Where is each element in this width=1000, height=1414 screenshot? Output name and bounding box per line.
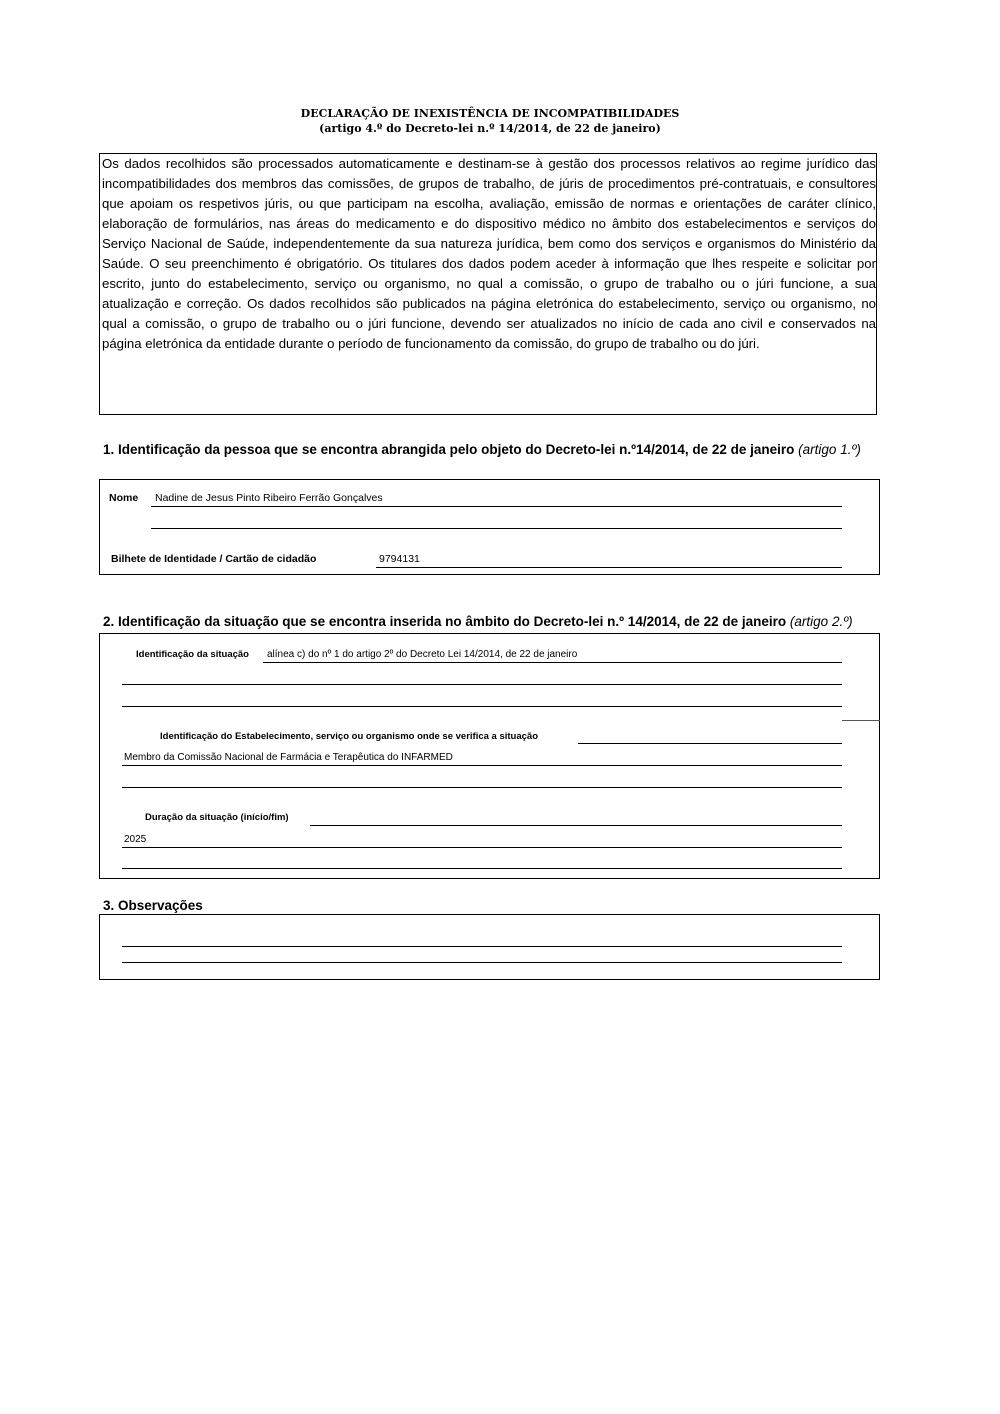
id-card-field[interactable]: 9794131 xyxy=(379,553,420,565)
situation-label: Identificação da situação xyxy=(136,649,249,660)
situation-field[interactable]: alínea c) do nº 1 do artigo 2º do Decreto Lei 14/2014, de 22 de janeiro xyxy=(267,649,578,660)
situation-underline xyxy=(263,662,842,663)
section-1-article-ref: (artigo 1.º) xyxy=(798,442,861,457)
establishment-label: Identificação do Estabelecimento, serviço ou organismo onde se verifica a situação xyxy=(160,731,539,742)
establishment-underline-2 xyxy=(122,787,842,788)
id-card-label: Bilhete de Identidade / Cartão de cidadão xyxy=(111,553,317,565)
duration-label: Duração da situação (início/fim) xyxy=(145,812,289,823)
name-label: Nome xyxy=(109,492,139,504)
observations-underline-2 xyxy=(122,962,842,963)
intro-text: Os dados recolhidos são processados automaticamente e destinam-se à gestão dos processos relativos ao regime jurídico das incompatibilidades dos membros das comissões, de grupos de trabalho, de júris de procedimentos pré-contratuais, e consultores que apoiam os respetivos júris, ou que participam na escolha, avaliação, emissão de normas e orientações de caráter clínico, elaboração de formulários, nas áreas do medicamento e do dispositivo médico no âmbito dos estabelecimentos e serviços do Serviço Nacional de Saúde, independentemente da sua natureza jurídica, bem como dos serviços e organismos do Ministério da Saúde. O seu preenchimento é obrigatório. Os titulares dos dados podem aceder à informação que lhes respeite e solicitar por escrito, junto do estabelecimento, serviço ou organismo, no qual a comissão, o grupo de trabalho ou o júri funcione, a sua atualização e correção. Os dados recolhidos são publicados na página eletrónica do estabelecimento, serviço ou organismo, no qual a comissão, o grupo de trabalho ou o júri funcione, devendo ser atualizados no início de cada ano civil e conservados na página eletrónica da entidade durante o período de funcionamento da comissão, do grupo de trabalho ou do júri. xyxy=(102,156,876,351)
section-2-heading-text: 2. Identificação da situação que se encontra inserida no âmbito do Decreto-lei n.º 14/2014, de 22 de janeiro xyxy=(103,614,787,629)
section-2-side-tick xyxy=(842,720,880,721)
id-card-underline xyxy=(376,567,842,568)
name-underline xyxy=(151,506,842,507)
duration-underline-2 xyxy=(122,868,842,869)
document-subtitle: (artigo 4.º do Decreto-lei n.º 14/2014, de 22 de janeiro) xyxy=(319,122,661,135)
section-2-heading xyxy=(103,612,863,631)
section-3-box xyxy=(99,914,880,980)
establishment-label-underline xyxy=(578,743,842,744)
section-1-heading-text: 1. Identificação da pessoa que se encontra abrangida pelo objeto do Decreto-lei n.º14/2014, de 22 de janeiro xyxy=(103,442,795,457)
observations-underline xyxy=(122,946,842,947)
name-field[interactable]: Nadine de Jesus Pinto Ribeiro Ferrão Gonçalves xyxy=(155,492,383,504)
establishment-field[interactable]: Membro da Comissão Nacional de Farmácia e Terapêutica do INFARMED xyxy=(124,752,453,763)
name-underline-2 xyxy=(151,528,842,529)
duration-label-underline xyxy=(310,825,842,826)
section-3-heading: 3. Observações xyxy=(103,898,203,913)
situation-underline-2 xyxy=(122,684,842,685)
duration-underline xyxy=(122,847,842,848)
section-1-heading xyxy=(103,440,863,459)
establishment-underline xyxy=(122,765,842,766)
situation-underline-3 xyxy=(122,706,842,707)
duration-field[interactable]: 2025 xyxy=(124,834,147,845)
section-2-article-ref: (artigo 2.º) xyxy=(789,614,853,629)
document-title: DECLARAÇÃO DE INEXISTÊNCIA DE INCOMPATIBILIDADES xyxy=(300,107,680,120)
